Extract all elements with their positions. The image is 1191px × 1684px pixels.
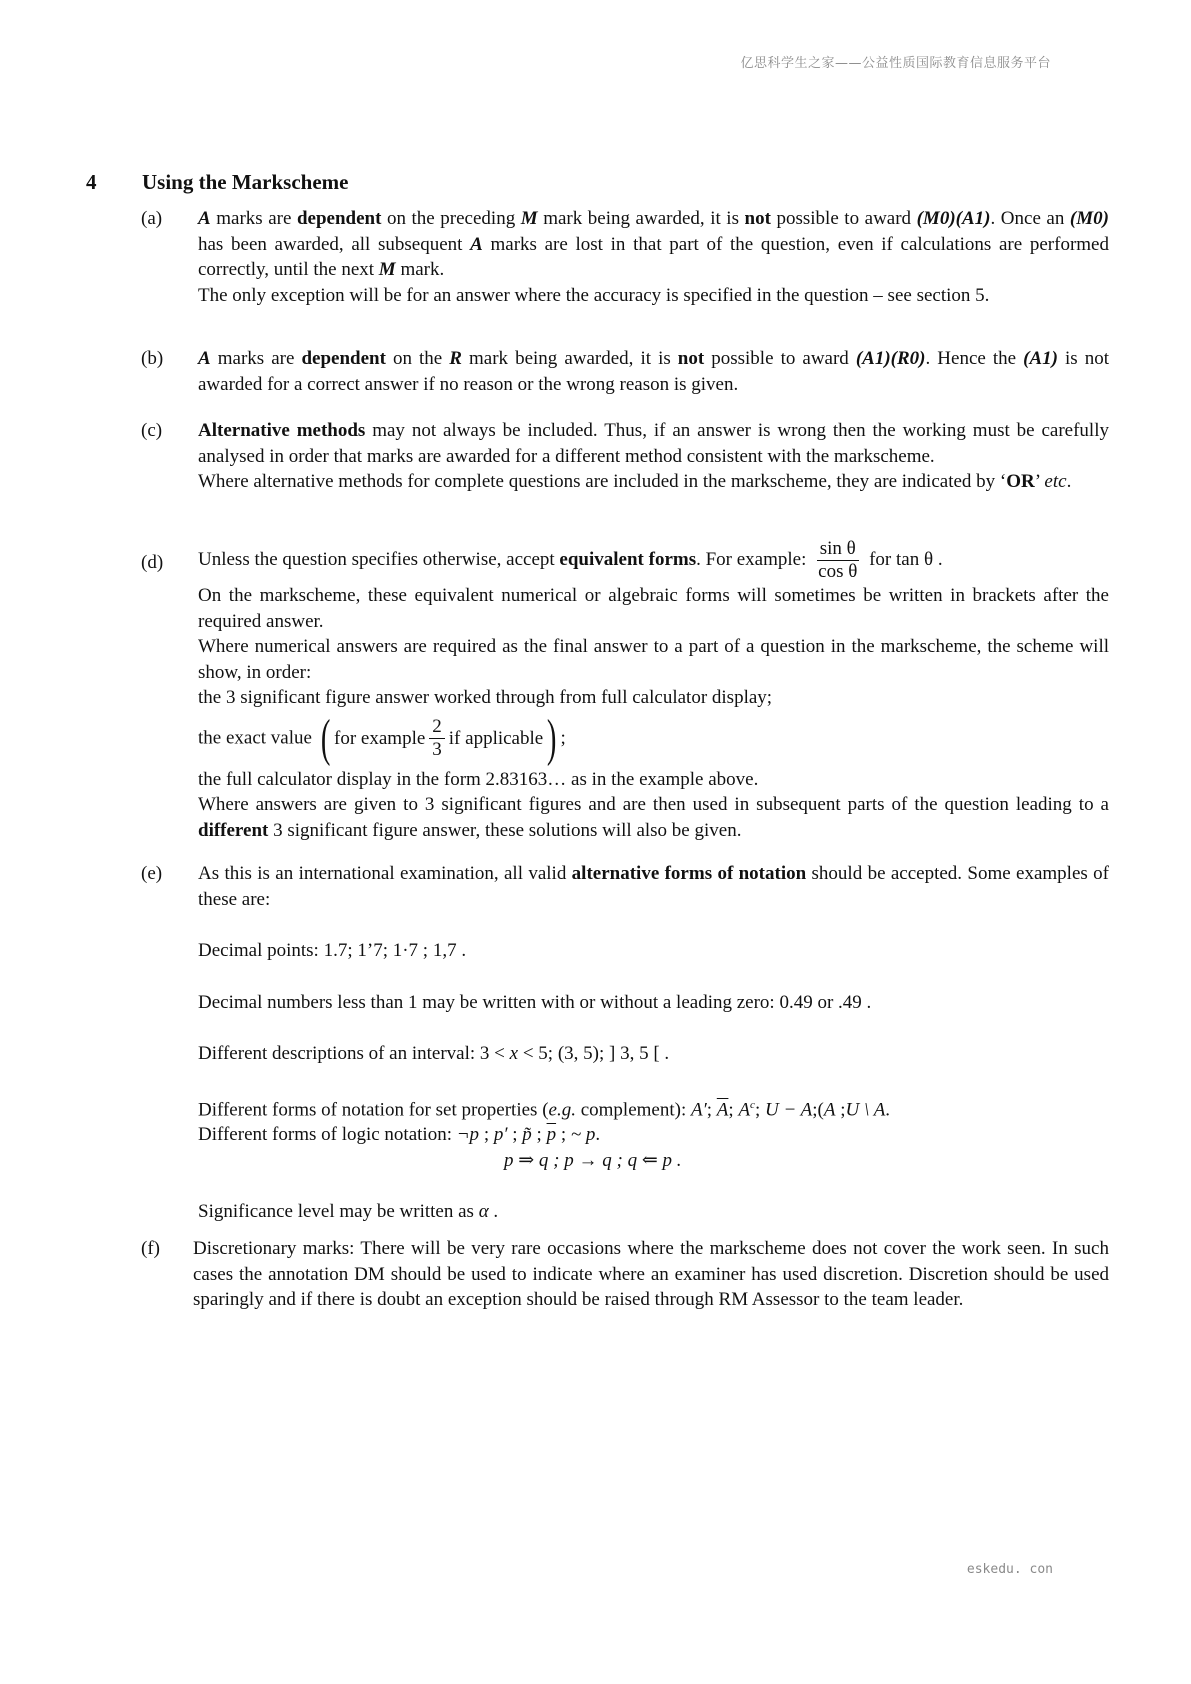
set-notation-example: Different forms of notation for set properties (e.g. complement): A′; $\overline{A}$; $A^c$; U − A;(A ;U \ A. [198, 1098, 891, 1120]
item-label: (e) [141, 863, 163, 884]
item-e [141, 861, 1109, 1225]
item-c [141, 418, 1109, 495]
item-d-paragraph-4: the 3 significant figure answer worked through from full calculator display; [198, 687, 773, 708]
fraction-two-thirds: $\frac{2}{3}$ [429, 716, 445, 761]
item-d-line-1: Unless the question specifies otherwise, accept equivalent forms. For example: $\frac{\text{sin θ}}{\text{cos θ}}$ for tan θ . [198, 538, 943, 582]
item-d [141, 538, 1109, 843]
item-f [141, 1236, 1109, 1313]
logic-notation-example: Different forms of logic notation: ¬p ; p′ ; p̃ ; $\overline{p}$ ; ~ p. [198, 1124, 601, 1146]
item-a-paragraph-1: A marks are dependent on the preceding M mark being awarded, it is not possible to award (M0)(A1). Once an (M0) has been awarded, all subsequent A marks are lost in that part of the question, even if calculations are performed correctly, until the next M mark. [198, 208, 1109, 280]
item-a-paragraph-2: The only exception will be for an answer where the accuracy is specified in the question – see section 5. [198, 284, 990, 306]
item-label: (f) [141, 1238, 160, 1259]
fraction-sin-over-cos: $\frac{\text{sin θ}}{\text{cos θ}}$ [818, 538, 858, 582]
item-c-paragraph-1: Alternative methods may not always be included. Thus, if an answer is wrong then the working must be carefully analysed in order that marks are awarded for a different method consistent with the markscheme. [198, 420, 1109, 467]
item-label: (c) [141, 420, 163, 441]
section-number: 4 [86, 170, 97, 194]
item-label: (b) [141, 348, 164, 369]
section-heading [86, 170, 348, 195]
decimal-points-example: Decimal points: 1.7; 1’7; 1·7 ; 1,7 . [198, 940, 467, 961]
item-c-paragraph-2: Where alternative methods for complete questions are included in the markscheme, they are indicated by ‘OR’ etc. [198, 471, 1072, 492]
item-e-intro: As this is an international examination, all valid alternative forms of notation should be accepted. Some examples of these are: [198, 863, 1109, 910]
bracketed-example: ( for example $\frac{2}{3}$ if applicable ) [320, 709, 557, 767]
item-label: (a) [141, 208, 163, 229]
interval-example: Different descriptions of an interval: 3 < x < 5; (3, 5); ] 3, 5 [ . [198, 1043, 670, 1064]
item-d-paragraph-3: Where numerical answers are required as the final answer to a part of a question in the markscheme, the scheme will show, in order: [198, 636, 1109, 683]
item-a [141, 206, 1109, 308]
implication-notation-example: p ⇒ q ; p → q ; q ⇐ p . [504, 1149, 682, 1171]
item-f-paragraph: Discretionary marks: There will be very rare occasions where the markscheme does not cover the work seen. In such cases the annotation DM should be used to indicate where an examiner has used discretion. Discretion should be used sparingly and if there is doubt an exception should be raised through RM Assessor to the team leader. [193, 1238, 1109, 1310]
item-d-paragraph-2: On the markscheme, these equivalent numerical or algebraic forms will sometimes be written in brackets after the required answer. [198, 585, 1109, 632]
item-b-paragraph: A marks are dependent on the R mark being awarded, it is not possible to award (A1)(R0). Hence the (A1) is not awarded for a correct answer if no reason or the wrong reason is given. [198, 348, 1110, 395]
item-b [141, 346, 1109, 397]
header-watermark: 亿思科学生之家——公益性质国际教育信息服务平台 [740, 56, 1051, 71]
significance-level-example: Significance level may be written as α . [198, 1201, 499, 1223]
section-title: Using the Markscheme [142, 170, 349, 194]
item-d-exact-value: the exact value ( for example $\frac{2}{3}$ if applicable ) ; [198, 709, 566, 767]
item-d-paragraph-6: the full calculator display in the form 2.83163… as in the example above. [198, 768, 759, 790]
item-d-paragraph-7: Where answers are given to 3 significant figures and are then used in subsequent parts of the question leading to a different 3 significant figure answer, these solutions will also be given. [198, 794, 1109, 841]
footer-site: eskedu. con [966, 1562, 1053, 1577]
decimal-numbers-example: Decimal numbers less than 1 may be written with or without a leading zero: 0.49 or .49 . [198, 991, 872, 1013]
item-label: (d) [141, 552, 164, 573]
